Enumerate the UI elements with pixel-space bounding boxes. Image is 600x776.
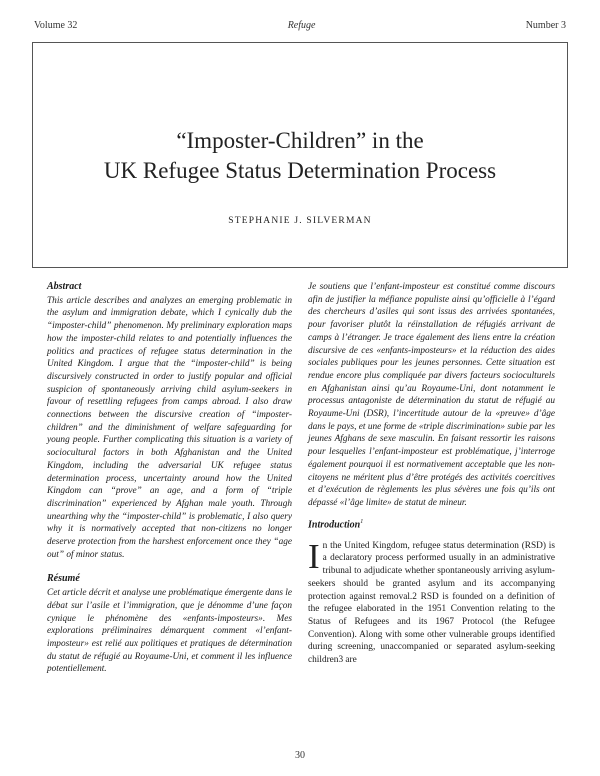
volume-label: Volume 32 [34, 20, 78, 31]
journal-name: Refuge [287, 20, 316, 31]
abstract-text: This article describes and analyzes an emerging problematic in the asylum and immigration debate, which I cynically dub the “imposter-child” phenomenon. My preliminary exploration maps how the imposter-child relates to and potentially influences the politics and practices of refugee status determination in the United Kingdom. I argue that the “imposter-child” is being discursively constructed in order to justify popular and official suspicion of spontaneously arriving child asylum-seekers in favour of resettling refugees from camps abroad. I also draw connections between the discursive creation of “imposter-children” and the diminishment of welfare safeguarding for young people. Further complicating this situation is a variety of sociocultural factors in both Afghanistan and the United Kingdom, including the adversarial UK refugee status determination process, uncertainty around how the United Kingdom can “prove” an age, and a form of “triple discrimination” experienced by Afghan male youth. Through unearthing why the “imposter-child” is problematic, I also query why it is normatively accepted that non-citizens no longer deserve protection from the harshest enforcement once they “age out” of minor status. [47, 295, 292, 560]
author-name: STEPHANIE J. SILVERMAN [228, 216, 372, 226]
right-column [308, 281, 555, 667]
title-line-1: “Imposter-Children” in the [176, 128, 424, 153]
title-line-2: UK Refugee Status Determination Process [103, 158, 497, 183]
drop-cap: I [308, 536, 320, 576]
resume-text-right: Je soutiens que l’enfant-imposteur est constitué comme discours afin de justifier la méfiance populiste ainsi qu’officielle à l’égard des chercheurs d’asiles qui sont issus des arrivées spontanées, pour favoriser plutôt la réinstallation de réfugiés arrivant de camps à l’étranger. Je trace également des liens entre la création discursive de ces «enfants-imposteurs» et la réduction des aides sociales publiques pour les jeunes personnes. Cette situation est rendue encore plus compliquée par divers facteurs socioculturels en Afghanistan ainsi qu’au Royaume-Uni, dont notamment le processus antagoniste de détermination du statut de réfugié au Royaume-Uni (DSR), l’incertitude autour de la «preuve» d’âge dans le pays, et une forme de «triple discrimination» subie par les jeunes Afghans de sexe masculin. En faisant ressortir les raisons pour lesquelles l’enfant-imposteur est problématique, j’interroge également pourquoi il est normativement acceptable que les non-citoyens ne méritent plus d’être protégés des activités coercitives et d’exécution de règlements les plus sévères une fois qu’ils ont dépassé «l’âge limite» de statut de mineur. [308, 282, 555, 508]
article-title [34, 126, 566, 186]
running-header [34, 20, 566, 31]
abstract-heading: Abstract [47, 281, 82, 292]
resume-heading: Résumé [47, 573, 80, 585]
introduction-heading: Introduction$^1$ [308, 518, 364, 530]
footnote-marker: 1 [360, 518, 364, 525]
introduction-paragraph [308, 536, 555, 667]
resume-text-left: Cet article décrit et analyse une problématique émergente dans le débat sur l’asile et l’immigration, que je dénomme d’une façon cynique le phénomène des «enfants-imposteurs». Mes explorations préliminaires démarquent comment «l’enfant-imposteur» est relié aux politiques et pratiques de détermination du statut de réfugié au Royaume-Uni, et comment il les influence potentiellement. [47, 588, 292, 675]
issue-number: Number 3 [525, 20, 566, 31]
page-number: 30 [295, 750, 305, 761]
introduction-text: n the United Kingdom, refugee status determination (RSD) is a declaratory process performed usually in an administrative tribunal to adjudicate whether spontaneously arriving asylum-seekers should be granted asylum and its accompanying protection against removal.2 RSD is founded on a definition of the refugee elaborated in the 1951 Convention relating to the Status of Refugees and its 1967 Protocol (the Refugee Convention). Along with some other vulnerable groups identified during screening, unaccompanied or separated asylum-seeking children3 are [308, 540, 555, 666]
left-column [47, 281, 292, 676]
